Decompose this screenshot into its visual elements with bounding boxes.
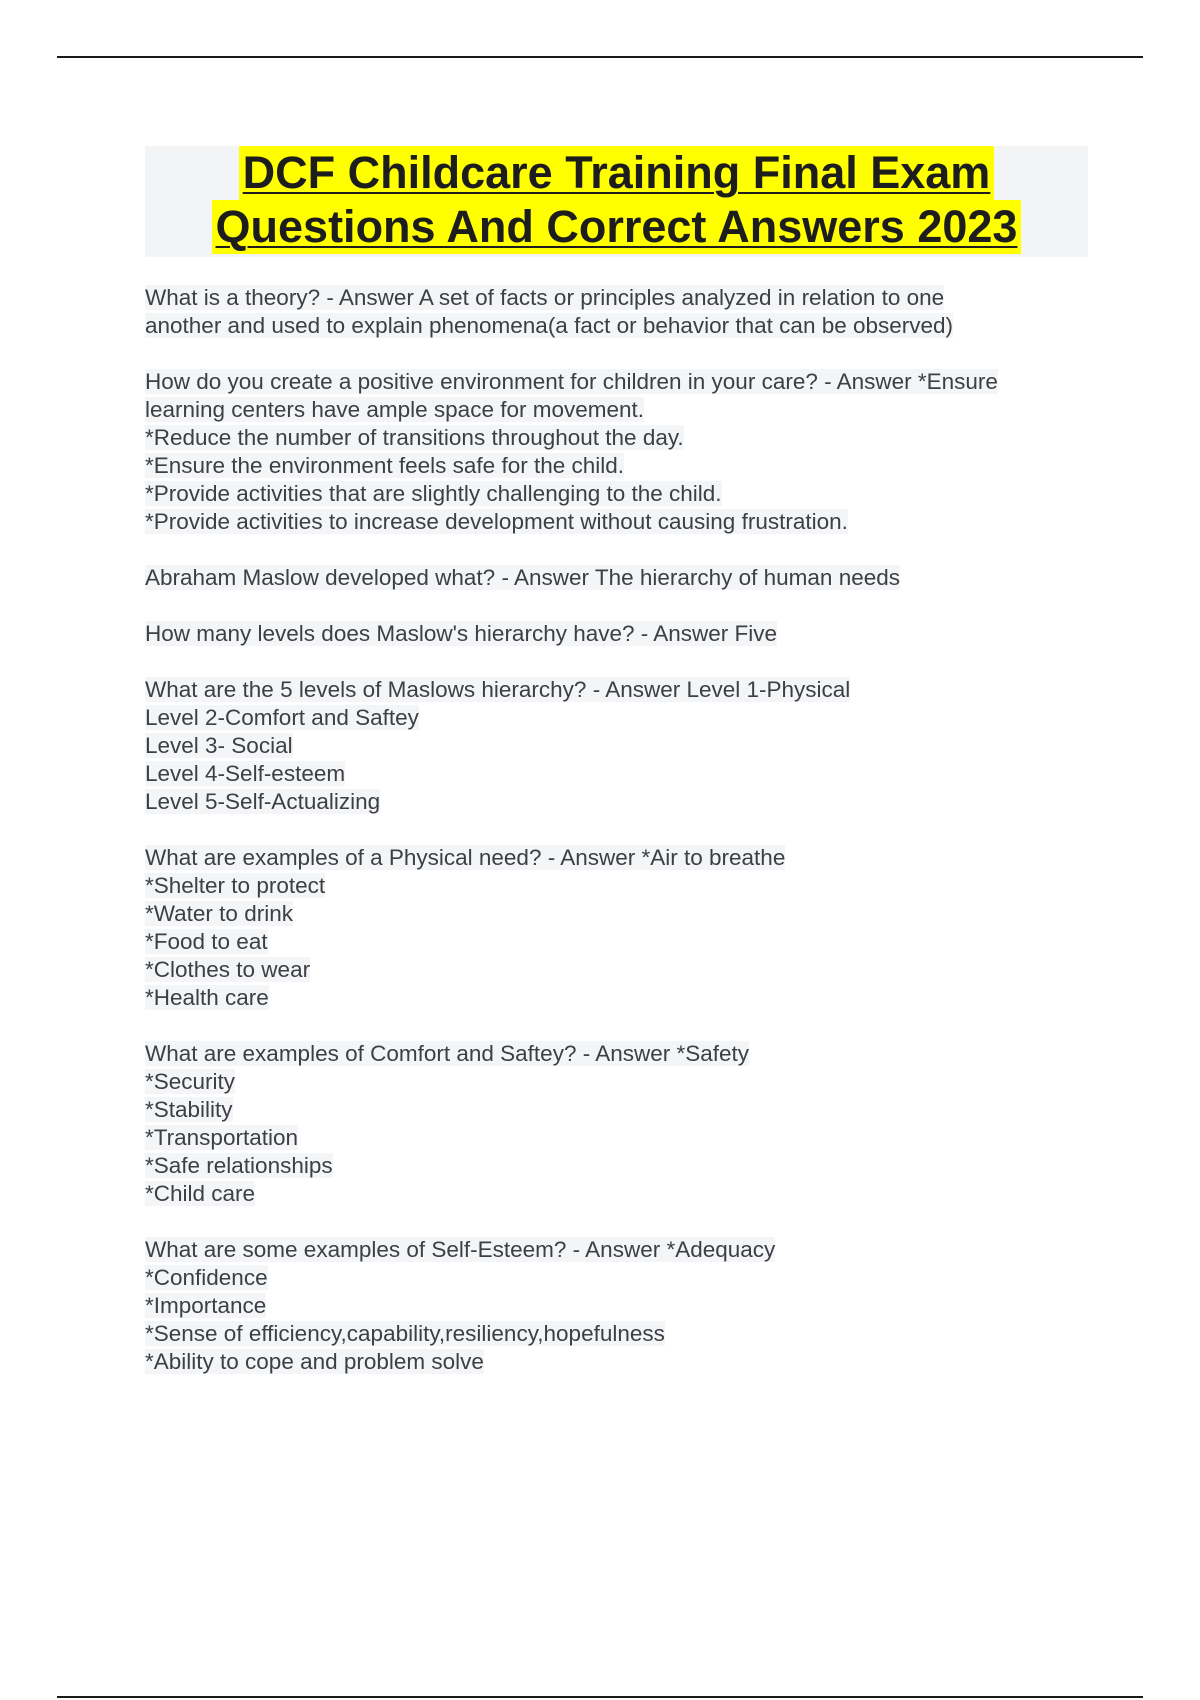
qa-answer-line	[145, 396, 1095, 424]
qa-item	[145, 844, 1095, 1012]
qa-line-text: *Confidence	[145, 1265, 268, 1290]
qa-answer-line	[145, 956, 1095, 984]
qa-line-text: How many levels does Maslow's hierarchy have? - Answer Five	[145, 621, 778, 646]
qa-answer-line	[145, 452, 1095, 480]
qa-answer-line	[145, 872, 1095, 900]
qa-answer-line	[145, 984, 1095, 1012]
qa-line-text: *Water to drink	[145, 901, 293, 926]
qa-answer-line	[145, 1348, 1095, 1376]
qa-line-text: *Reduce the number of transitions throughout the day.	[145, 425, 684, 450]
qa-line-text: Abraham Maslow developed what? - Answer The hierarchy of human needs	[145, 565, 901, 590]
qa-answer-line	[145, 1124, 1095, 1152]
qa-line-text: *Provide activities to increase development without causing frustration.	[145, 509, 848, 534]
qa-item	[145, 564, 1095, 592]
qa-question-line	[145, 1040, 1095, 1068]
qa-question-line	[145, 368, 1095, 396]
qa-line-text: Level 4-Self-esteem	[145, 761, 346, 786]
qa-line-text: *Sense of efficiency,capability,resiliency,hopefulness	[145, 1321, 665, 1346]
title-line-1: DCF Childcare Training Final Exam	[239, 146, 995, 200]
qa-line-text: Level 5-Self-Actualizing	[145, 789, 381, 814]
qa-line-text: *Ability to cope and problem solve	[145, 1349, 484, 1374]
qa-line-text: *Child care	[145, 1181, 256, 1206]
document-title	[145, 146, 1088, 257]
title-line-2: Questions And Correct Answers 2023	[212, 200, 1022, 254]
top-rule	[57, 56, 1143, 58]
qa-line-text: *Security	[145, 1069, 236, 1094]
qa-line-text: Level 3- Social	[145, 733, 293, 758]
qa-item	[145, 1236, 1095, 1376]
qa-question-line	[145, 284, 1095, 312]
qa-item	[145, 676, 1095, 816]
qa-line-text: How do you create a positive environment for children in your care? - Answer *Ensure	[145, 369, 998, 394]
qa-line-text: What are some examples of Self-Esteem? - Answer *Adequacy	[145, 1237, 776, 1262]
qa-line-text: What are the 5 levels of Maslows hierarchy? - Answer Level 1-Physical	[145, 677, 851, 702]
qa-line-text: *Health care	[145, 985, 269, 1010]
qa-answer-line	[145, 1068, 1095, 1096]
qa-answer-line	[145, 1152, 1095, 1180]
qa-list	[145, 284, 1095, 1404]
qa-answer-line	[145, 928, 1095, 956]
qa-question-line	[145, 844, 1095, 872]
qa-question-line	[145, 1236, 1095, 1264]
qa-line-text: another and used to explain phenomena(a fact or behavior that can be observed)	[145, 313, 954, 338]
qa-answer-line	[145, 788, 1095, 816]
bottom-rule	[57, 1696, 1143, 1698]
qa-answer-line	[145, 1292, 1095, 1320]
qa-question-line	[145, 620, 1095, 648]
qa-answer-line	[145, 1096, 1095, 1124]
qa-line-text: *Provide activities that are slightly challenging to the child.	[145, 481, 722, 506]
qa-item	[145, 284, 1095, 340]
qa-line-text: *Ensure the environment feels safe for the child.	[145, 453, 625, 478]
qa-answer-line	[145, 900, 1095, 928]
qa-question-line	[145, 676, 1095, 704]
qa-answer-line	[145, 1264, 1095, 1292]
qa-question-line	[145, 564, 1095, 592]
qa-line-text: *Importance	[145, 1293, 267, 1318]
qa-answer-line	[145, 732, 1095, 760]
qa-item	[145, 620, 1095, 648]
qa-line-text: Level 2-Comfort and Saftey	[145, 705, 419, 730]
qa-answer-line	[145, 760, 1095, 788]
qa-answer-line	[145, 424, 1095, 452]
qa-answer-line	[145, 312, 1095, 340]
qa-answer-line	[145, 508, 1095, 536]
qa-answer-line	[145, 480, 1095, 508]
qa-line-text: What are examples of Comfort and Saftey? - Answer *Safety	[145, 1041, 750, 1066]
qa-line-text: *Shelter to protect	[145, 873, 326, 898]
qa-line-text: *Food to eat	[145, 929, 268, 954]
qa-line-text: What are examples of a Physical need? - Answer *Air to breathe	[145, 845, 786, 870]
qa-line-text: *Stability	[145, 1097, 233, 1122]
qa-item	[145, 368, 1095, 536]
qa-line-text: *Clothes to wear	[145, 957, 311, 982]
qa-line-text: learning centers have ample space for movement.	[145, 397, 645, 422]
qa-line-text: What is a theory? - Answer A set of facts or principles analyzed in relation to one	[145, 285, 945, 310]
qa-answer-line	[145, 1320, 1095, 1348]
qa-line-text: *Safe relationships	[145, 1153, 333, 1178]
qa-item	[145, 1040, 1095, 1208]
qa-line-text: *Transportation	[145, 1125, 298, 1150]
qa-answer-line	[145, 704, 1095, 732]
qa-answer-line	[145, 1180, 1095, 1208]
